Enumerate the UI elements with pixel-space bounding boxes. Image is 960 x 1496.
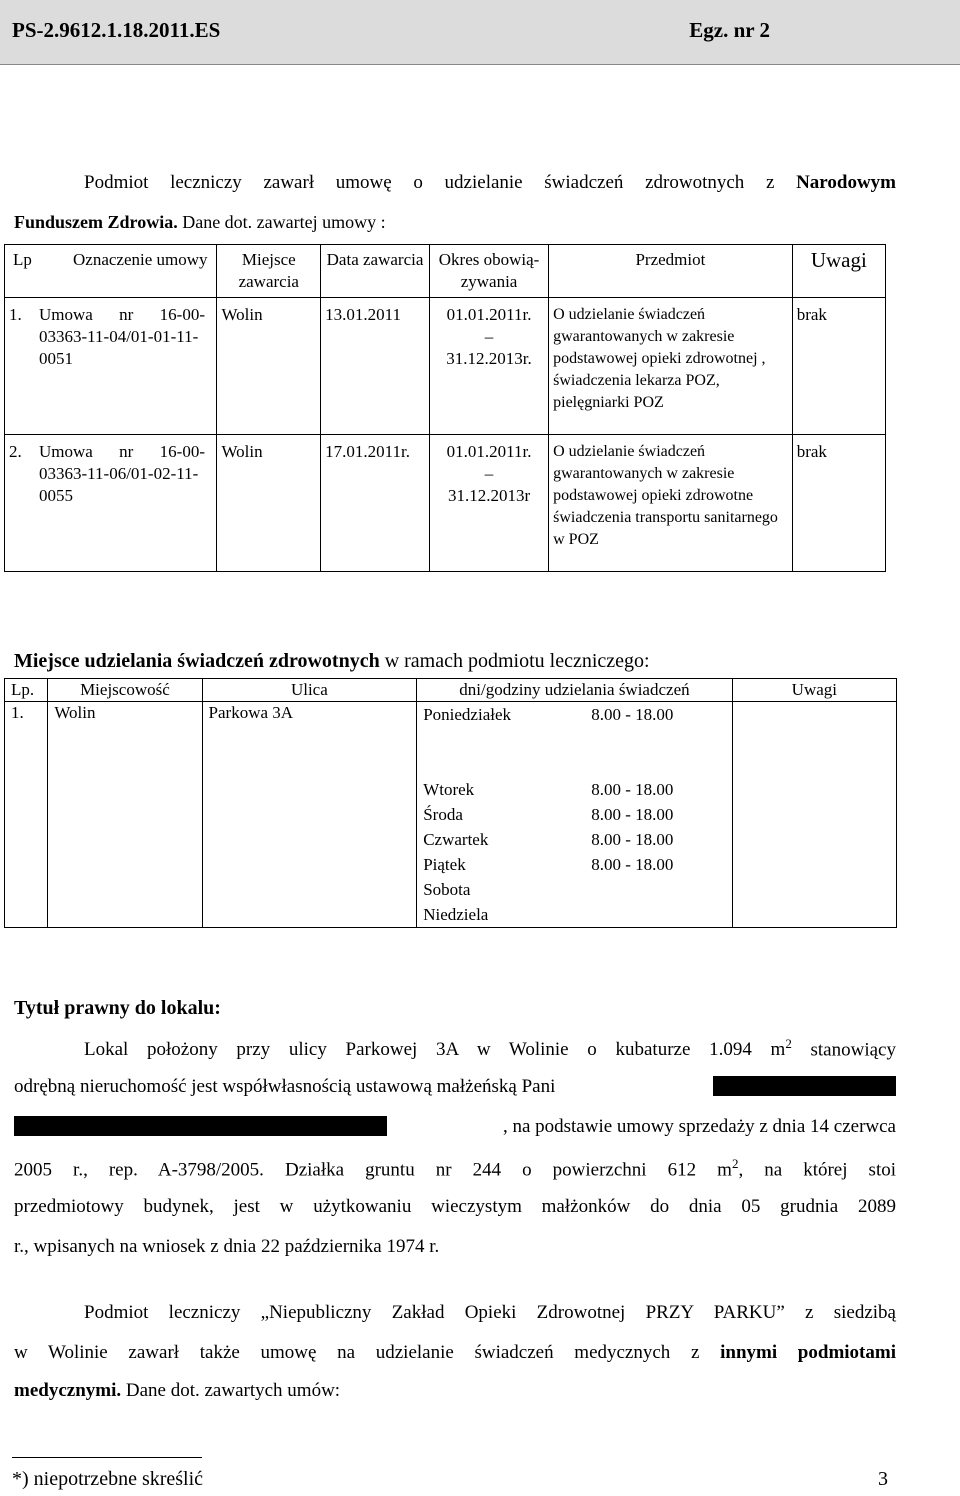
- contract-date-cell: 17.01.2011r.: [321, 435, 430, 572]
- intro-line-1: Podmiot leczniczy zawarł umowę o udzielanie świadczeń zdrowotnych z Narodowym: [84, 172, 896, 193]
- entity-line-2: w Wolinie zawarł także umowę na udzielanie świadczeń medycznych z innymi podmiotami: [14, 1342, 896, 1363]
- schedule-day: Poniedziałek: [423, 704, 512, 724]
- schedule-hours: 8.00 - 18.00: [591, 804, 674, 824]
- locations-table: [4, 678, 897, 928]
- header-przedmiot: Przedmiot: [549, 245, 793, 298]
- schedule-hours: 8.00 - 18.00: [591, 779, 674, 799]
- schedule-day: Sobota: [423, 879, 471, 899]
- legal-line-2: odrębną nieruchomość jest współwłasnością ustawową małżeńską Pani: [14, 1076, 896, 1099]
- location-schedule-cell: [417, 702, 732, 928]
- list-item: [423, 852, 731, 877]
- list-item: [423, 727, 731, 777]
- location-city-cell: Wolin: [48, 702, 202, 928]
- schedule-hours: 8.00 - 18.00: [591, 854, 674, 874]
- header-dni-godziny: dni/godziny udzielania świadczeń: [417, 679, 732, 702]
- contract-number-cell: 1. Umowa nr 16-00-03363-11-04/01-01-11-0051: [5, 298, 217, 435]
- contract-notes-cell: brak: [792, 298, 885, 435]
- document-reference: PS-2.9612.1.18.2011.ES: [12, 18, 221, 42]
- contract-date-cell: 13.01.2011: [321, 298, 430, 435]
- table-row: [5, 435, 886, 572]
- header-uwagi: Uwagi: [732, 679, 896, 702]
- contract-period-cell: 01.01.2011r. – 31.12.2013r.: [429, 298, 548, 435]
- header-oznaczenie: Lp Oznaczenie umowy: [5, 245, 217, 298]
- list-item: [423, 902, 731, 927]
- legal-line-4: 2005 r., rep. A-3798/2005. Działka gruntu nr 244 o powierzchni 612 $m^2$, na której stoi: [14, 1156, 897, 1181]
- location-street-cell: Parkowa 3A: [202, 702, 417, 928]
- page-number: 3: [878, 1468, 888, 1490]
- location-lp-cell: 1.: [5, 702, 48, 928]
- contracts-table: [4, 244, 886, 572]
- section-title-locations: Miejsce udzielania świadczeń zdrowotnych w ramach podmiotu leczniczego:: [14, 650, 650, 672]
- header-data: Data zawarcia: [321, 245, 430, 298]
- contract-subject-cell: O udzielanie świadczeń gwarantowanych w zakresie podstawowej opieki zdrowotnej , świadczenia lekarza POZ, pielęgniarki POZ: [549, 298, 793, 435]
- schedule-day: Wtorek: [423, 779, 475, 799]
- entity-line-3: medycznymi. Dane dot. zawartych umów:: [14, 1380, 341, 1401]
- contract-number-cell: 2. Umowa nr 16-00-03363-11-06/01-02-11-0055: [5, 435, 217, 572]
- location-notes-cell: [732, 702, 896, 928]
- schedule-day: Środa: [423, 804, 463, 824]
- header-miejscowosc: Miejscowość: [48, 679, 202, 702]
- schedule-list: [417, 702, 731, 927]
- header-okres: Okres obowią-zywania: [429, 245, 548, 298]
- list-item: [423, 702, 731, 727]
- entity-line-1: Podmiot leczniczy „Niepubliczny Zakład Opieki Zdrowotnej PRZY PARKU” z siedzibą: [84, 1302, 896, 1323]
- intro-line-2: Funduszem Zdrowia. Dane dot. zawartej umowy :: [14, 212, 386, 232]
- schedule-day: Czwartek: [423, 829, 489, 849]
- contract-place-cell: Wolin: [217, 298, 321, 435]
- contract-subject-cell: O udzielanie świadczeń gwarantowanych w zakresie podstawowej opieki zdrowotne świadczenia transportu sanitarnego w POZ: [549, 435, 793, 572]
- list-item: [423, 877, 731, 902]
- copy-number: Egz. nr 2: [689, 18, 770, 42]
- schedule-day: Niedziela: [423, 904, 489, 924]
- legal-line-3: , na podstawie umowy sprzedaży z dnia 14 czerwca: [14, 1116, 896, 1139]
- header-lp: Lp.: [5, 679, 48, 702]
- schedule-hours: 8.00 - 18.00: [591, 829, 674, 849]
- table-row: [5, 702, 897, 928]
- redacted-name: [713, 1076, 896, 1096]
- header-lp: Lp: [13, 250, 32, 269]
- legal-line-6: r., wpisanych na wniosek z dnia 22 października 1974 r.: [14, 1236, 440, 1257]
- header-uwagi: Uwagi: [792, 245, 885, 298]
- contract-notes-cell: brak: [792, 435, 885, 572]
- schedule-hours: 8.00 - 18.00: [591, 704, 674, 724]
- redacted-name: [14, 1116, 387, 1136]
- header-miejsce: Miejsce zawarcia: [217, 245, 321, 298]
- list-item: [423, 827, 731, 852]
- footnote-separator: [12, 1457, 202, 1458]
- header-ulica: Ulica: [202, 679, 417, 702]
- list-item: [423, 777, 731, 802]
- legal-line-1: Lokal położony przy ulicy Parkowej 3A w Wolinie o kubaturze 1.094 $m^2$ stanowiący: [84, 1036, 896, 1061]
- locations-header-row: [5, 679, 897, 702]
- legal-title-heading: Tytuł prawny do lokalu:: [14, 997, 221, 1019]
- legal-line-5: przedmiotowy budynek, jest w użytkowaniu wieczystym małżonków do dnia 05 grudnia 2089: [14, 1196, 896, 1217]
- header-bar: [0, 0, 960, 65]
- contracts-header-row: [5, 245, 886, 298]
- footnote: *) niepotrzebne skreślić: [12, 1468, 204, 1490]
- contract-period-cell: 01.01.2011r. – 31.12.2013r: [429, 435, 548, 572]
- list-item: [423, 802, 731, 827]
- contract-place-cell: Wolin: [217, 435, 321, 572]
- schedule-day: Piątek: [423, 854, 466, 874]
- table-row: [5, 298, 886, 435]
